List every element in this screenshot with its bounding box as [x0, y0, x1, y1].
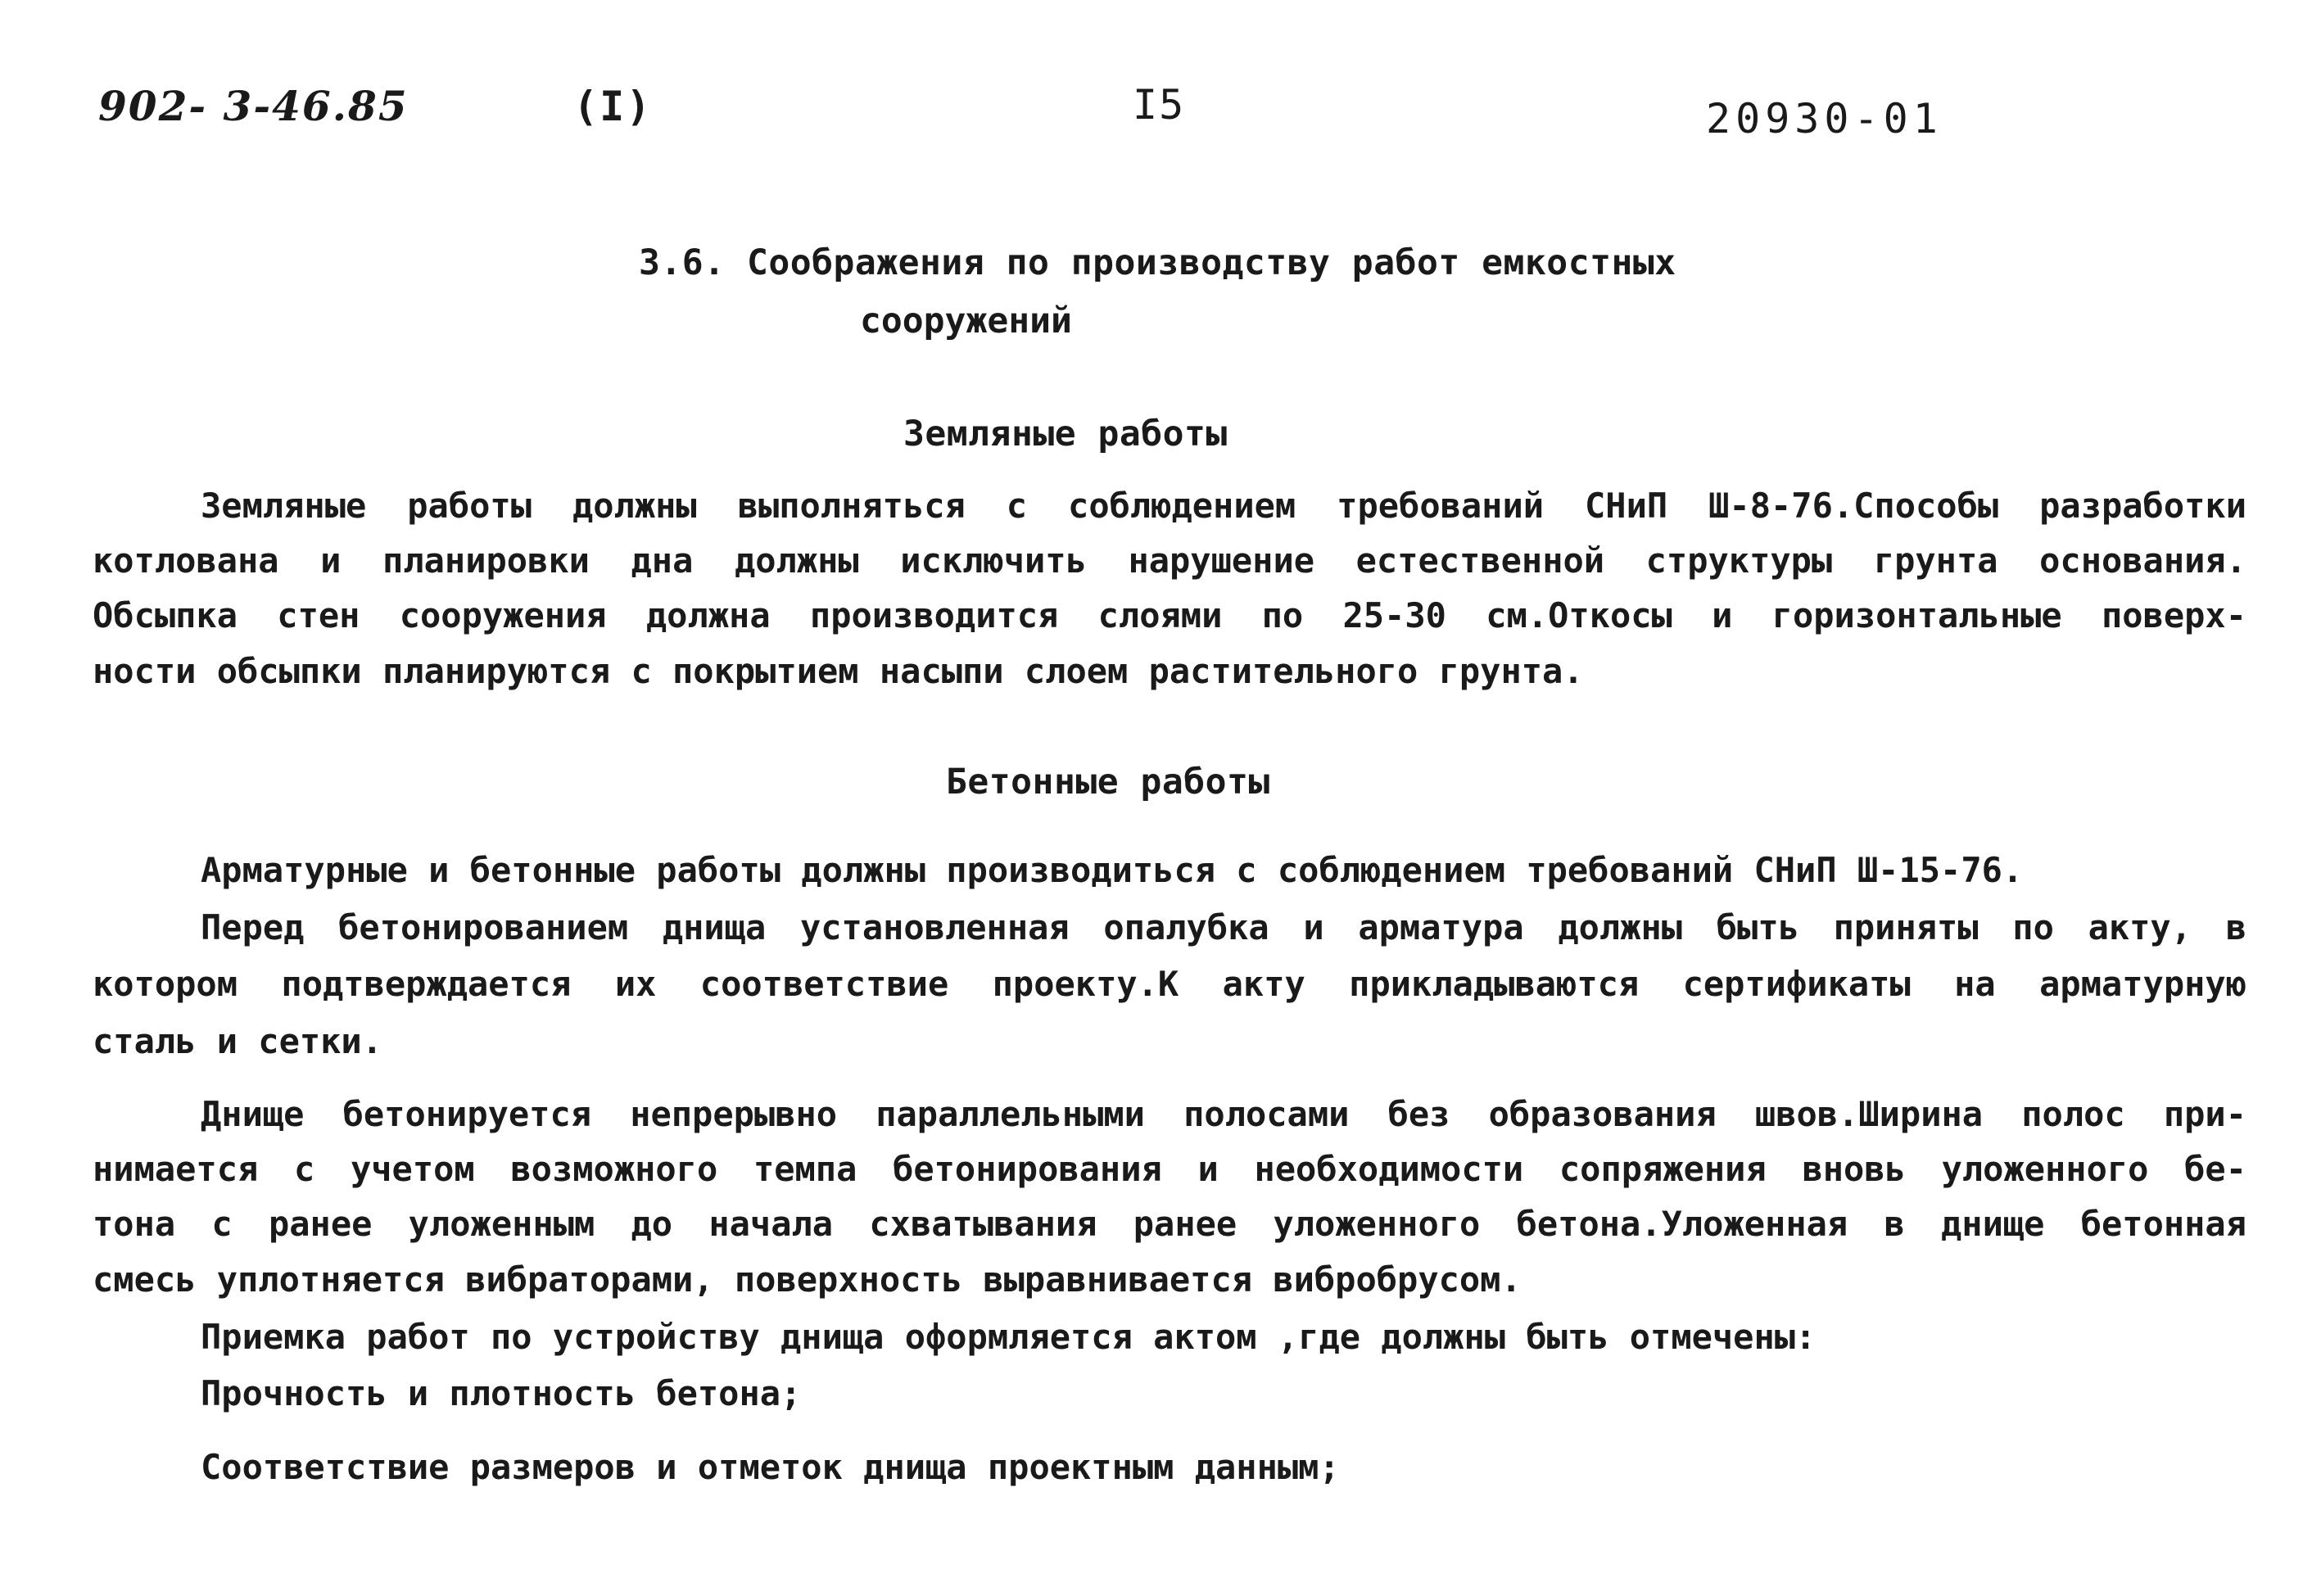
- section-title-continuation: сооружений: [860, 301, 1072, 341]
- earthworks-line-3: Обсыпка стен сооружения должна производится слоями по 25-30 см.Откосы и горизонтальные поверх-: [93, 595, 2246, 635]
- concrete-paragraph-3-line-2: нимается с учетом возможного темпа бетонирования и необходимости сопряжения вновь уложенного бе-: [93, 1149, 2246, 1189]
- concrete-paragraph-6: Соответствие размеров и отметок днища проектным данным;: [201, 1447, 1340, 1487]
- archive-number: 20930-01: [1706, 95, 1943, 142]
- concrete-heading: Бетонные работы: [946, 762, 1270, 803]
- concrete-paragraph-2-line-3: сталь и сетки.: [93, 1021, 383, 1061]
- concrete-paragraph-3-line-1: Днище бетонируется непрерывно параллельными полосами без образования швов.Ширина полос при-: [201, 1094, 2246, 1134]
- earthworks-line-1: Земляные работы должны выполняться с соблюдением требований СНиП Ш-8-76.Способы разработки: [201, 486, 2246, 526]
- section-title: 3.6. Соображения по производству работ емкостных: [639, 242, 1676, 283]
- document-code: 902- 3-46.85: [98, 82, 409, 130]
- concrete-paragraph-4: Приемка работ по устройству днища оформляется актом ,где должны быть отмечены:: [201, 1317, 1817, 1357]
- earthworks-heading: Земляные работы: [903, 414, 1228, 454]
- concrete-paragraph-2-line-2: котором подтверждается их соответствие проекту.К акту прикладываются сертификаты на арматурную: [93, 964, 2246, 1004]
- concrete-paragraph-2-line-1: Перед бетонированием днища установленная опалубка и арматура должны быть приняты по акту, в: [201, 907, 2246, 947]
- concrete-paragraph-3-line-3: тона с ранее уложенным до начала схватывания ранее уложенного бетона.Уложенная в днище бетонная: [93, 1204, 2246, 1244]
- page-number: I5: [1133, 81, 1186, 129]
- earthworks-line-2: котлована и планировки дна должны исключить нарушение естественной структуры грунта основания.: [93, 540, 2246, 581]
- part-number: (I): [573, 83, 653, 130]
- concrete-paragraph-1: Арматурные и бетонные работы должны производиться с соблюдением требований СНиП Ш-15-76.: [201, 850, 2024, 890]
- earthworks-line-4: ности обсыпки планируются с покрытием насыпи слоем растительного грунта.: [93, 651, 1584, 691]
- concrete-paragraph-5: Прочность и плотность бетона;: [201, 1373, 802, 1413]
- concrete-paragraph-3-line-4: смесь уплотняется вибраторами, поверхность выравнивается вибробрусом.: [93, 1259, 1522, 1300]
